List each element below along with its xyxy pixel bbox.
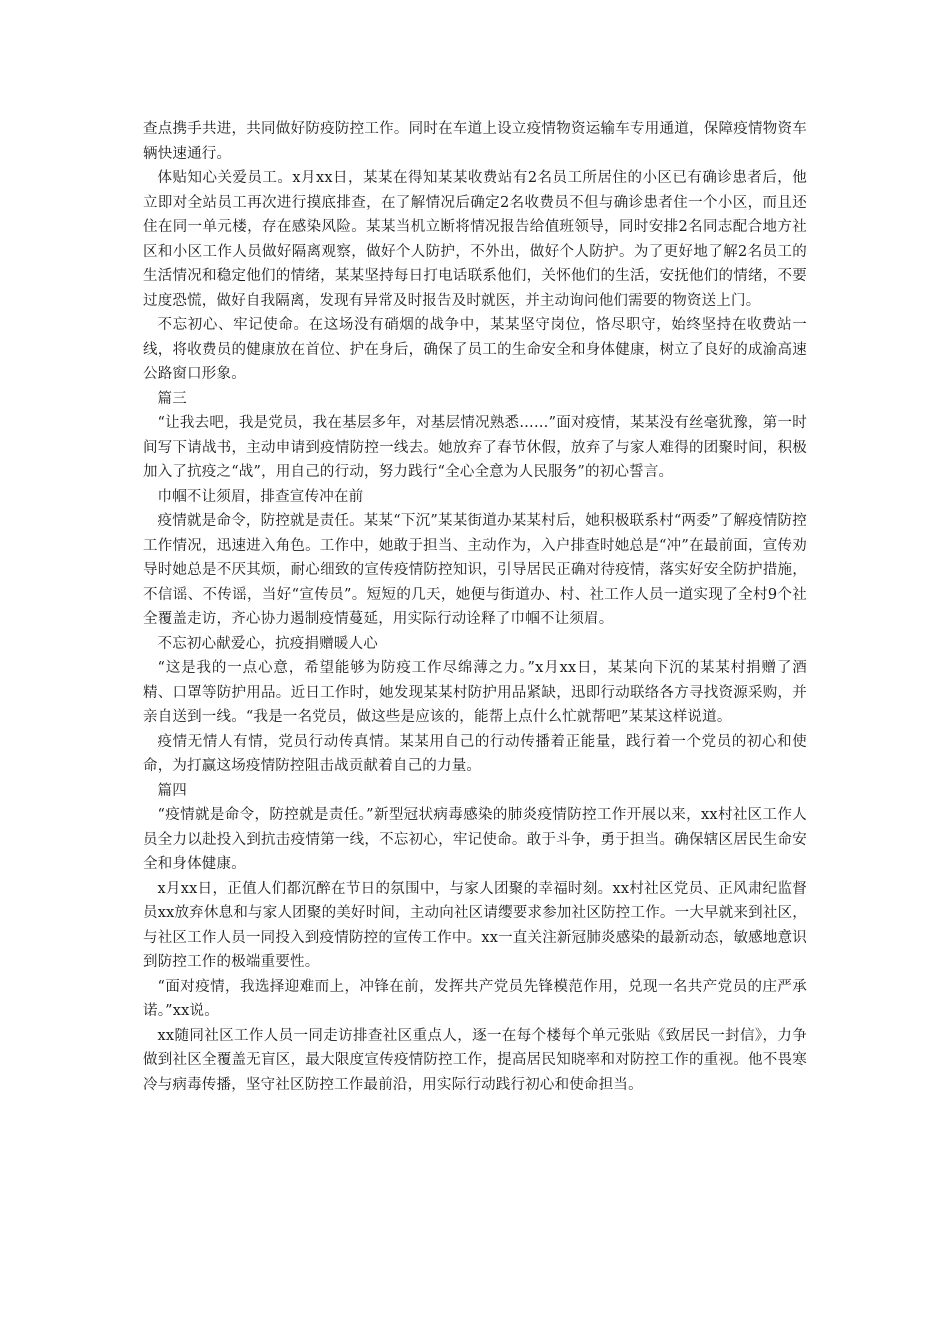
paragraph-visits: xx随同社区工作人员一同走访排查社区重点人，逐一在每个楼每个单元张贴《致居民一封信》，力争做到社区全覆盖无盲区，最大限度宣传疫情防控工作，提高居民知晓率和对防控工作的重视。他不畏寒冷与病毒传播，坚守社区防控工作最前沿，用实际行动践行初心和使命担当。	[143, 1027, 807, 1093]
paragraph-continuation: 查点携手共进，共同做好防疫防控工作。同时在车道上设立疫情物资运输车专用通道，保障疫情物资车辆快速通行。	[143, 121, 807, 162]
document-body	[143, 117, 807, 1097]
paragraph-holiday: x月xx日，正值人们都沉醉在节日的氛围中，与家人团聚的幸福时刻。xx村社区党员、正风肃纪监督员xx放弃休息和与家人团聚的美好时间，主动向社区请缨要求参加社区防控工作。一大早就来到社区，与社区工作人员一同投入到疫情防控的宣传工作中。xx一直关注新冠肺炎感染的最新动态，敏感地意识到防控工作的极端重要性。	[143, 880, 807, 970]
paragraph-mission: 不忘初心、牢记使命。在这场没有硝烟的战争中，某某坚守岗位，恪尽职守，始终坚持在收费站一线，将收费员的健康放在首位、护在身后，确保了员工的生命安全和身体健康，树立了良好的成渝高速公路窗口形象。	[143, 317, 807, 382]
paragraph-screening: 疫情就是命令，防控就是责任。某某“下沉”某某街道办某某村后，她积极联系村“两委”了解疫情防控工作情况，迅速进入角色。工作中，她敢于担当、主动作为，入户排查时她总是“冲”在最前面，宣传劝导时她总是不厌其烦，耐心细致的宣传疫情防控知识，引导居民正确对待疫情，落实好安全防护措施，不信谣、不传谣，当好“宣传员”。短短的几天，她便与街道办、村、社工作人员一道实现了全村9个社全覆盖走访，齐心协力遏制疫情蔓延，用实际行动诠释了巾帼不让须眉。	[143, 513, 807, 627]
section-heading-part-3: 篇三	[157, 390, 187, 407]
paragraph-volunteer: “让我去吧，我是党员，我在基层多年，对基层情况熟悉……”面对疫情，某某没有丝毫犹豫，第一时间写下请战书，主动申请到疫情防控一线去。她放弃了春节休假，放弃了与家人难得的团聚时间，积极加入了抗疫之“战”，用自己的行动，努力践行“全心全意为人民服务”的初心誓言。	[143, 415, 807, 480]
paragraph-party-member: 疫情无情人有情，党员行动传真情。某某用自己的行动传播着正能量，践行着一个党员的初心和使命，为打赢这场疫情防控阻击战贡献着自己的力量。	[143, 733, 807, 774]
subheading-screening: 巾帼不让须眉，排查宣传冲在前	[157, 488, 364, 505]
section-heading-part-4: 篇四	[157, 782, 187, 799]
paragraph-community-staff: “疫情就是命令，防控就是责任。”新型冠状病毒感染的肺炎疫情防控工作开展以来，xx村社区工作人员全力以赴投入到抗击疫情第一线，不忘初心，牢记使命。敢于斗争，勇于担当。确保辖区居民生命安全和身体健康。	[143, 807, 807, 872]
paragraph-care-staff: 体贴知心关爱员工。x月xx日，某某在得知某某收费站有2名员工所居住的小区已有确诊患者后，他立即对全站员工再次进行摸底排查，在了解情况后确定2名收费员不但与确诊患者住一个小区，而且还住在同一单元楼，存在感染风险。某某当机立断将情况报告给值班领导，同时安排2名同志配合地方社区和小区工作人员做好隔离观察，做好个人防护，不外出，做好个人防护。为了更好地了解2名员工的生活情况和稳定他们的情绪，某某坚持每日打电话联系他们，关怀他们的生活，安抚他们的情绪，不要过度恐慌，做好自我隔离，发现有异常及时报告及时就医，并主动询问他们需要的物资送上门。	[143, 170, 807, 309]
subheading-donation: 不忘初心献爱心，抗疫捐赠暖人心	[157, 635, 378, 652]
paragraph-quote: “面对疫情，我选择迎难而上，冲锋在前，发挥共产党员先锋模范作用，兑现一名共产党员的庄严承诺。”xx说。	[143, 978, 807, 1019]
paragraph-donation: “这是我的一点心意，希望能够为防疫工作尽绵薄之力。”x月xx日，某某向下沉的某某村捐赠了酒精、口罩等防护用品。近日工作时，她发现某某村防护用品紧缺，迅即行动联络各方寻找资源采购，并亲自送到一线。“我是一名党员，做这些是应该的，能帮上点什么忙就帮吧”某某这样说道。	[143, 660, 807, 725]
